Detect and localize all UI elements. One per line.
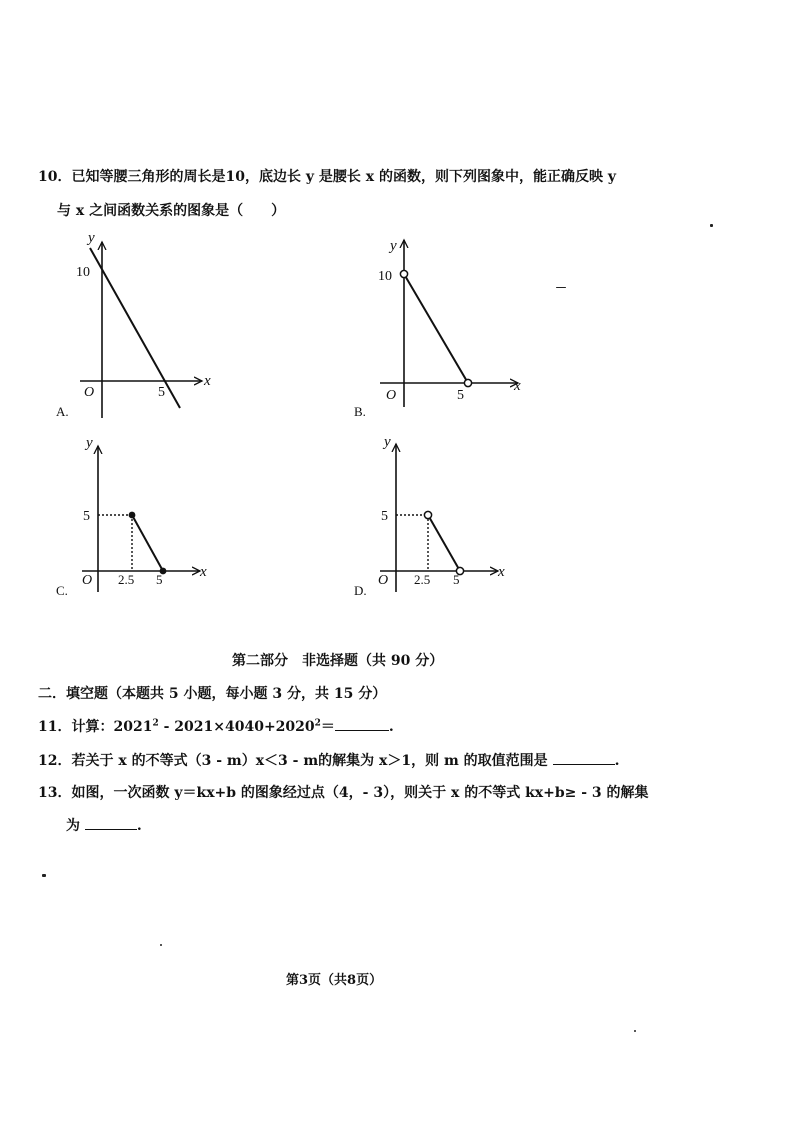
option-a-label: A. xyxy=(56,404,69,419)
part2-heading: 第二部分 非选择题（共 90 分） xyxy=(232,653,444,669)
q13-text: 如图，一次函数 y＝kx+b 的图象经过点（4，- 3），则关于 x 的不等式 kx+b≥ - 3 的解集 xyxy=(71,785,649,801)
scan-speck xyxy=(634,1030,636,1032)
q11-answer-blank[interactable] xyxy=(335,716,389,731)
graph-d-xtick-2-5: 2.5 xyxy=(414,572,431,587)
q11-pre: 计算：2021 xyxy=(71,719,153,735)
graph-c-origin: O xyxy=(82,573,93,588)
graph-c-y-label: y xyxy=(86,435,93,451)
graph-a-xtick: 5 xyxy=(158,385,165,400)
graph-c-segment xyxy=(132,515,163,571)
graph-a xyxy=(70,228,230,428)
q13-number: 13． xyxy=(38,785,72,801)
graph-d-origin: O xyxy=(378,573,389,588)
q12-number: 12． xyxy=(38,753,72,769)
graph-c-x-label: x xyxy=(200,564,207,580)
option-d-label: D. xyxy=(354,583,367,598)
graph-b-ytick: 10 xyxy=(378,269,392,284)
graph-a-line xyxy=(90,248,180,408)
q13-line2 xyxy=(66,815,142,835)
graph-b-origin: O xyxy=(386,388,397,403)
graph-c xyxy=(74,434,234,594)
q12-text: 若关于 x 的不等式（3 - m）x＜3 - m的解集为 x＞1，则 m 的取值范围是 xyxy=(71,753,548,769)
graph-b-x-label: x xyxy=(514,378,521,394)
option-b-label: B. xyxy=(354,404,366,419)
q13-answer-blank[interactable] xyxy=(85,815,137,830)
q10-number: 10． xyxy=(38,169,72,185)
page-footer: 第3页（共8页） xyxy=(286,973,383,988)
graph-b-y-label: y xyxy=(390,238,397,254)
graph-c-closed-point-top xyxy=(129,512,136,519)
graph-c-xtick-5: 5 xyxy=(156,572,163,587)
q11-number: 11． xyxy=(38,719,72,735)
q12-end: . xyxy=(614,753,620,769)
graph-d-ytick: 5 xyxy=(381,509,388,524)
q11-mid: - 2021×4040+2020 xyxy=(158,719,315,735)
graph-d-open-point-top xyxy=(424,511,431,518)
scan-speck xyxy=(42,874,46,877)
graph-a-x-label: x xyxy=(204,373,211,389)
graph-a-ytick: 10 xyxy=(76,265,90,280)
graph-d-segment xyxy=(428,515,460,571)
scan-speck xyxy=(710,224,713,227)
q10-text-line2: 与 x 之间函数关系的图象是（ ） xyxy=(57,203,286,219)
graph-a-origin: O xyxy=(84,385,95,400)
q11-end: . xyxy=(388,719,394,735)
graph-b-xtick: 5 xyxy=(457,388,464,403)
graph-d-x-label: x xyxy=(498,564,505,580)
q12 xyxy=(38,750,619,770)
q13-end: . xyxy=(136,818,142,834)
graph-b-open-point-top xyxy=(400,270,407,277)
option-c-label: C. xyxy=(56,583,68,598)
q10-text-line1: 已知等腰三角形的周长是10，底边长 y 是腰长 x 的函数，则下列图象中，能正确反映 y xyxy=(71,169,616,185)
q11-sup2: 2 xyxy=(314,718,321,729)
graph-d-y-label: y xyxy=(384,434,391,450)
graph-b-line xyxy=(404,274,468,383)
q13-line1 xyxy=(38,782,649,802)
scan-speck xyxy=(160,944,162,946)
graph-c-ytick: 5 xyxy=(83,509,90,524)
q10-line1 xyxy=(38,166,616,186)
q12-answer-blank[interactable] xyxy=(553,750,615,765)
graph-b xyxy=(370,232,530,422)
q11 xyxy=(38,716,394,736)
graph-a-y-label: y xyxy=(88,230,95,246)
graph-d-xtick-5: 5 xyxy=(453,572,460,587)
q11-sup1: 2 xyxy=(152,718,159,729)
fill-section-heading: 二．填空题（本题共 5 小题，每小题 3 分，共 15 分） xyxy=(38,686,387,702)
q13-text-line2: 为 xyxy=(66,818,80,834)
graph-b-open-point-bottom xyxy=(464,379,471,386)
q11-equals: ＝ xyxy=(320,719,335,735)
graph-d xyxy=(372,434,532,594)
graph-c-xtick-2-5: 2.5 xyxy=(118,572,135,587)
scan-speck xyxy=(556,287,566,288)
